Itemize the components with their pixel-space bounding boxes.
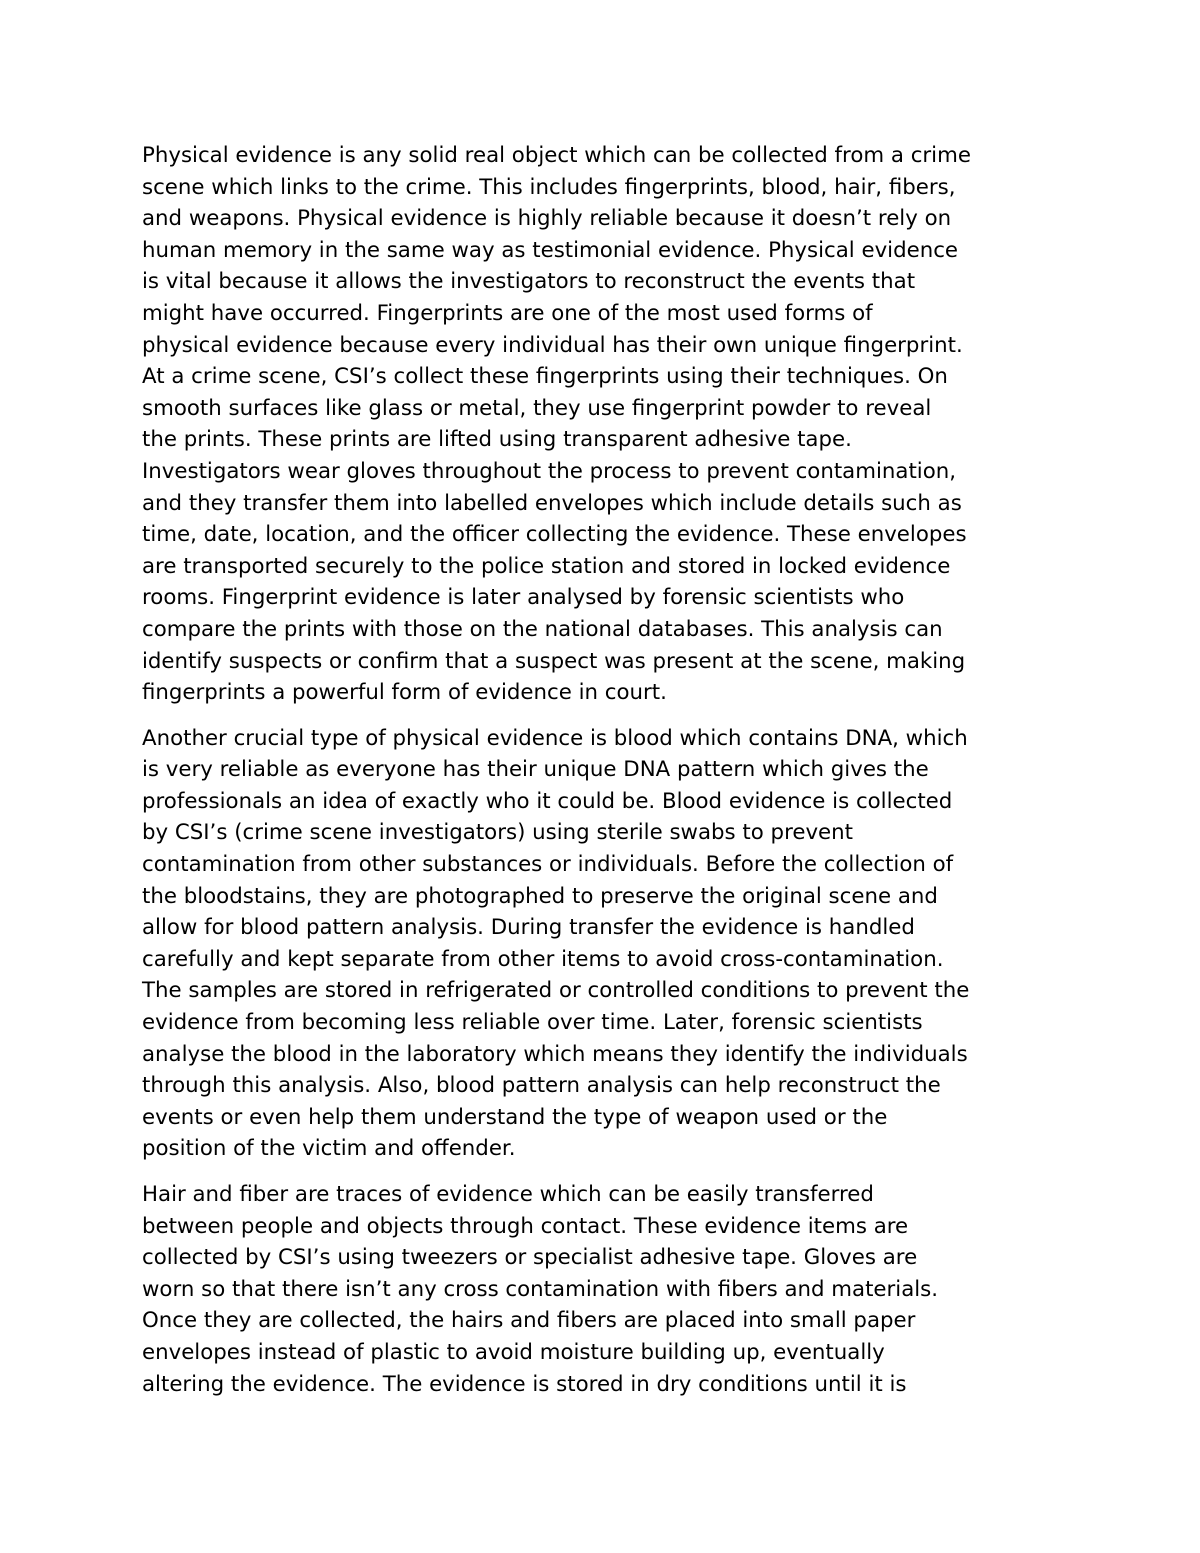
text-line: identify suspects or confirm that a suspect was present at the scene, making — [142, 648, 966, 674]
text-line: envelopes instead of plastic to avoid moisture building up, eventually — [142, 1339, 885, 1365]
text-line: might have occurred. Fingerprints are one of the most used forms of — [142, 300, 873, 326]
text-line: Another crucial type of physical evidence is blood which contains DNA, which — [142, 725, 968, 751]
document-body — [142, 140, 1072, 1400]
text-line: and they transfer them into labelled envelopes which include details such as — [142, 490, 962, 516]
text-line: events or even help them understand the type of weapon used or the — [142, 1104, 888, 1130]
text-line: smooth surfaces like glass or metal, they use fingerprint powder to reveal — [142, 395, 932, 421]
text-line: Hair and fiber are traces of evidence which can be easily transferred — [142, 1182, 874, 1207]
text-line: time, date, location, and the officer collecting the evidence. These envelopes — [142, 522, 967, 548]
text-line: compare the prints with those on the national databases. This analysis can — [142, 616, 943, 642]
text-line: rooms. Fingerprint evidence is later analysed by forensic scientists who — [142, 585, 905, 611]
text-line: professionals an idea of exactly who it could be. Blood evidence is collected — [142, 788, 953, 814]
text-line: Physical evidence is any solid real object which can be collected from a crime — [142, 143, 971, 168]
text-line: human memory in the same way as testimonial evidence. Physical evidence — [142, 237, 959, 263]
text-line: analyse the blood in the laboratory which means they identify the individuals — [142, 1041, 968, 1067]
text-line: the bloodstains, they are photographed to preserve the original scene and — [142, 883, 938, 909]
text-line: physical evidence because every individual has their own unique fingerprint. — [142, 332, 963, 358]
text-line: contamination from other substances or individuals. Before the collection of — [142, 852, 954, 878]
text-line: are transported securely to the police station and stored in locked evidence — [142, 553, 951, 579]
text-line: position of the victim and offender. — [142, 1136, 516, 1162]
text-line: Once they are collected, the hairs and fibers are placed into small paper — [142, 1308, 916, 1334]
text-line: and weapons. Physical evidence is highly reliable because it doesn’t rely on — [142, 206, 952, 232]
text-line: is vital because it allows the investigators to reconstruct the events that — [142, 269, 916, 295]
text-line: carefully and kept separate from other items to avoid cross-contamination. — [142, 946, 944, 972]
text-line: altering the evidence. The evidence is stored in dry conditions until it is — [142, 1371, 907, 1397]
text-line: worn so that there isn’t any cross contamination with fibers and materials. — [142, 1276, 939, 1302]
text-line: is very reliable as everyone has their unique DNA pattern which gives the — [142, 757, 929, 783]
paragraph — [142, 140, 1072, 709]
text-line: allow for blood pattern analysis. During transfer the evidence is handled — [142, 915, 915, 941]
text-line: by CSI’s (crime scene investigators) using sterile swabs to prevent — [142, 820, 854, 846]
text-line: the prints. These prints are lifted using transparent adhesive tape. — [142, 427, 852, 453]
text-line: evidence from becoming less reliable over time. Later, forensic scientists — [142, 1010, 923, 1036]
text-line: The samples are stored in refrigerated or controlled conditions to prevent the — [142, 978, 970, 1004]
text-line: fingerprints a powerful form of evidence in court. — [142, 680, 667, 706]
text-line: Investigators wear gloves throughout the process to prevent contamination, — [142, 458, 957, 484]
text-line: collected by CSI’s using tweezers or specialist adhesive tape. Gloves are — [142, 1245, 918, 1271]
text-line: through this analysis. Also, blood pattern analysis can help reconstruct the — [142, 1073, 941, 1099]
paragraph — [142, 1179, 1072, 1400]
text-line: between people and objects through contact. These evidence items are — [142, 1213, 909, 1239]
text-line: scene which links to the crime. This includes fingerprints, blood, hair, fibers, — [142, 174, 956, 200]
paragraph — [142, 723, 1072, 1165]
text-line: At a crime scene, CSI’s collect these fingerprints using their techniques. On — [142, 364, 948, 390]
